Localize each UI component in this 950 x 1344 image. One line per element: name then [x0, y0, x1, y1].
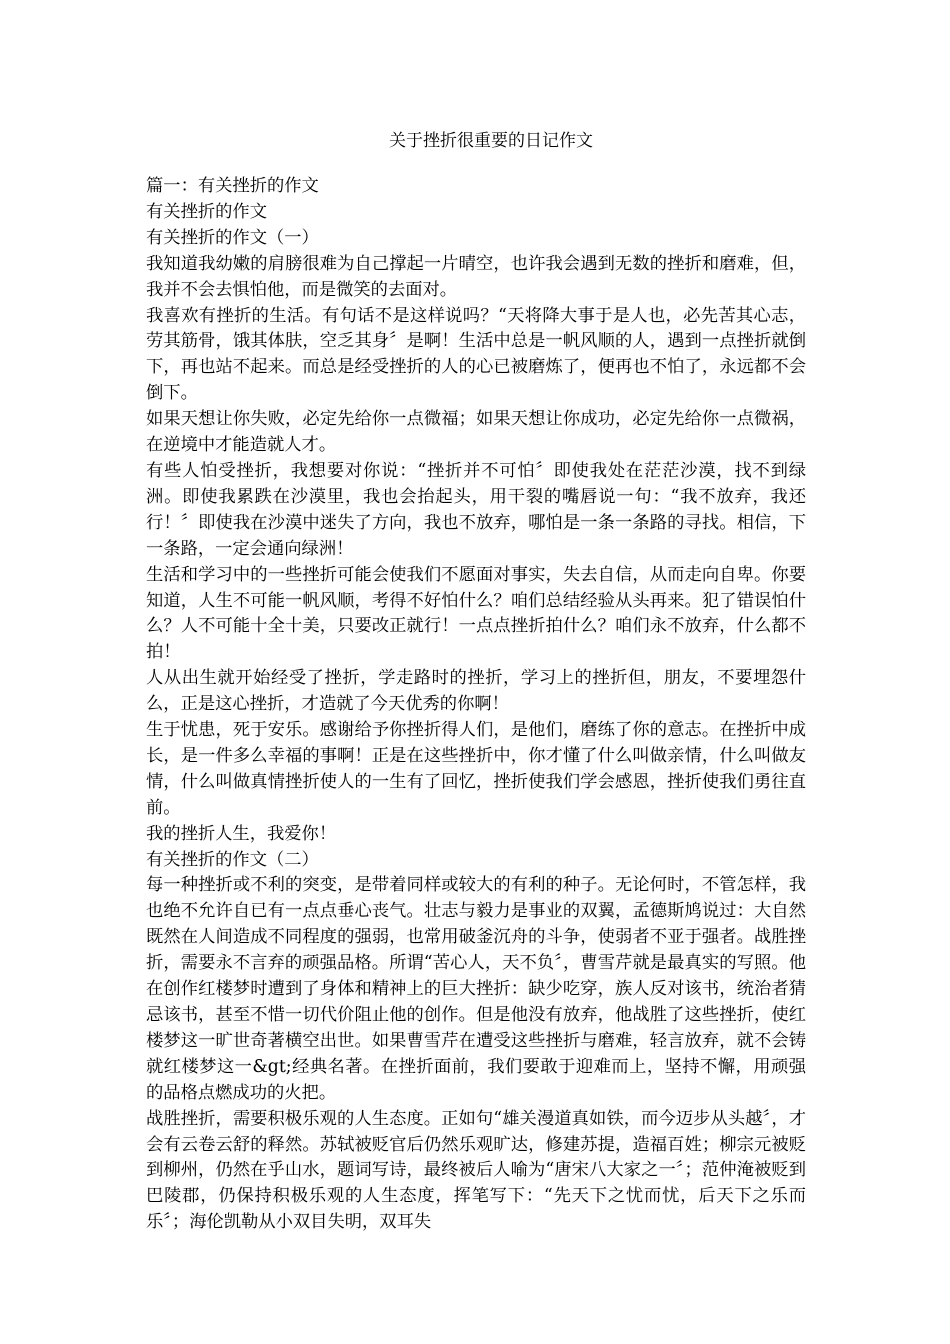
- paragraph: 我知道我幼嫩的肩膀很难为自己撑起一片晴空，也许我会遇到无数的挫折和磨难，但，我并不会去惧怕他，而是微笑的去面对。: [146, 253, 806, 300]
- paragraph-subheading: 有关挫折的作文: [146, 201, 267, 222]
- paragraph: 生于忧患，死于安乐。感谢给予你挫折得人们，是他们，磨练了你的意志。在挫折中成长，是一件多么幸福的事啊！正是在这些挫折中，你才懂了什么叫做亲情，什么叫做友情，什么叫做真情挫折使人的一生有了回忆，挫折使我们学会感恩，挫折使我们勇往直前。: [146, 720, 806, 818]
- paragraph: 如果天想让你失败，必定先给你一点微福；如果天想让你成功，必定先给你一点微祸，在逆境中才能造就人才。: [146, 409, 806, 456]
- paragraph: 有些人怕受挫折，我想要对你说：“挫折并不可怕〞即使我处在茫茫沙漠，找不到绿洲。即使我累跌在沙漠里，我也会抬起头，用干裂的嘴唇说一句：“我不放弃，我还行！〞即使我在沙漠中迷失了方向，我也不放弃，哪怕是一条一条路的寻找。相信，下一条路，一定会通向绿洲！: [146, 460, 806, 559]
- document-title: 关于挫折很重要的日记作文: [389, 131, 593, 151]
- paragraph-part-two-heading: 有关挫折的作文（二）: [146, 849, 319, 870]
- paragraph: 人从出生就开始经受了挫折，学走路时的挫折，学习上的挫折但，朋友，不要埋怨什么，正是这心挫折，才造就了今天优秀的你啊！: [146, 668, 806, 715]
- paragraph: 战胜挫折，需要积极乐观的人生态度。正如句“雄关漫道真如铁，而今迈步从头越〞，才会有云卷云舒的释然。苏轼被贬官后仍然乐观旷达，修建苏提，造福百姓；柳宗元被贬到柳州，仍然在乎山水，题词写诗，最终被后人喻为“唐宋八大家之一〞；范仲淹被贬到巴陵郡，仍保持积极乐观的人生态度，挥笔写下：“先天下之忧而忧，后天下之乐而乐〞；海伦凯勒从小双目失明，双耳失: [146, 1108, 806, 1233]
- paragraph: 我喜欢有挫折的生活。有句话不是这样说吗？“天将降大事于是人也，必先苦其心志，劳其筋骨，饿其体肤，空乏其身〞是啊！生活中总是一帆风顺的人，遇到一点挫折就倒下，再也站不起来。而总是经受挫折的人的心已被磨炼了，便再也不怕了，永远都不会倒下。: [146, 305, 806, 404]
- paragraph: 我的挫折人生，我爱你！: [146, 823, 337, 844]
- document-body: [146, 174, 806, 1236]
- document-page: [146, 0, 806, 1236]
- paragraph-part-one-heading: 有关挫折的作文（一）: [146, 227, 319, 248]
- paragraph: 每一种挫折或不利的突变，是带着同样或较大的有利的种子。无论何时，不管怎样，我也绝不允许自已有一点点垂心丧气。壮志与毅力是事业的双翼，孟德斯鸠说过：大自然既然在人间造成不同程度的强弱，也常用破釜沉舟的斗争，使弱者不亚于强者。战胜挫折，需要永不言弃的顽强品格。所谓“苦心人，天不负〞，曹雪芹就是最真实的写照。他在创作红楼梦时遭到了身体和精神上的巨大挫折：缺少吃穿，族人反对该书，统治者猜忌该书，甚至不惜一切代价阻止他的创作。但是他没有放弃，他战胜了这些挫折，使红楼梦这一旷世奇著横空出世。如果曹雪芹在遭受这些挫折与磨难，轻言放弃，就不会铸就红楼梦这一&gt;经典名著。在挫折面前，我们要敢于迎难而上，坚持不懈，用顽强的品格点燃成功的火把。: [146, 875, 806, 1103]
- paragraph: 生活和学习中的一些挫折可能会使我们不愿面对事实，失去自信，从而走向自卑。你要知道，人生不可能一帆风顺，考得不好怕什么？咱们总结经验从头再来。犯了错误怕什么？人不可能十全十美，只要改正就行！一点点挫折拍什么？咱们永不放弃，什么都不拍！: [146, 564, 806, 663]
- paragraph-section-heading: 篇一：有关挫折的作文: [146, 176, 319, 196]
